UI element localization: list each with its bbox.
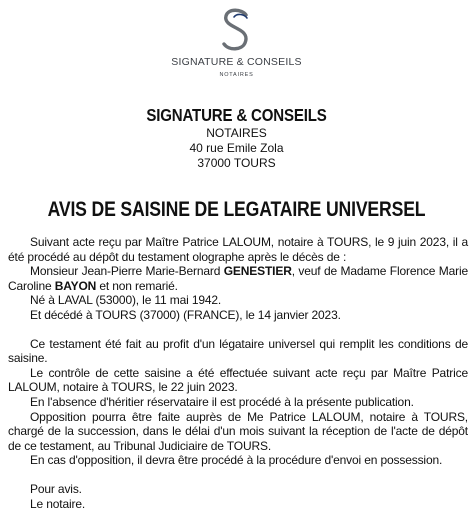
logo-firm-name: SIGNATURE & CONSEILS (171, 56, 302, 68)
firm-logo (0, 0, 473, 88)
office-type: NOTAIRES (206, 126, 267, 140)
marital-status: et non remarié. (96, 278, 178, 293)
paragraph-birth: Né à LAVAL (53000), le 11 mai 1942. (30, 293, 222, 308)
paragraph-publication: En l'absence d'héritier réservataire il est procédé à la présente publication. (30, 394, 414, 409)
paragraph-deceased (8, 264, 468, 293)
paragraph-opposition: Opposition pourra être faite auprès de Me Patrice LALOUM, notaire à TOURS, chargé de la succession, dans le délai d'un mois suivant la réception de l'acte de dépôt de ce testament, au Tribunal Judiciaire de TOURS. (8, 409, 468, 453)
office-street: 40 rue Emile Zola (189, 141, 284, 155)
closing-pour-avis: Pour avis. (30, 481, 82, 496)
closing-signature: Le notaire. (30, 496, 86, 511)
spouse-intro: , veuf de Madame Florence Marie Caroline (8, 264, 469, 293)
notice-body (8, 235, 468, 511)
deceased-given-names: Monsieur Jean-Pierre Marie-Bernard (30, 264, 224, 279)
s-monogram-icon (219, 6, 253, 54)
office-city: 37000 TOURS (197, 156, 276, 170)
paragraph-testament: Ce testament été fait au profit d'un légataire universel qui remplit les conditions de saisine. (8, 336, 468, 366)
paragraph-control: Le contrôle de cette saisine a été effectuée suivant acte reçu par Maître Patrice LALOUM, notaire à TOURS, le 22 juin 2023. (8, 365, 468, 395)
office-name: SIGNATURE & CONSEILS (146, 105, 327, 125)
deceased-surname: GENESTIER (223, 264, 292, 279)
paragraph-procedure: En cas d'opposition, il devra être procédé à la procédure d'envoi en possession. (30, 453, 443, 468)
logo-subtitle: NOTAIRES (219, 72, 254, 78)
spouse-surname: BAYON (54, 278, 97, 293)
paragraph-death: Et décédé à TOURS (37000) (FRANCE), le 14 janvier 2023. (30, 307, 341, 322)
notice-title: AVIS DE SAISINE DE LEGATAIRE UNIVERSEL (47, 198, 426, 221)
paragraph-act: Suivant acte reçu par Maître Patrice LALOUM, notaire à TOURS, le 9 juin 2023, il a été procédé au dépôt du testament olographe après le décès de : (8, 235, 468, 264)
office-block (0, 104, 473, 171)
